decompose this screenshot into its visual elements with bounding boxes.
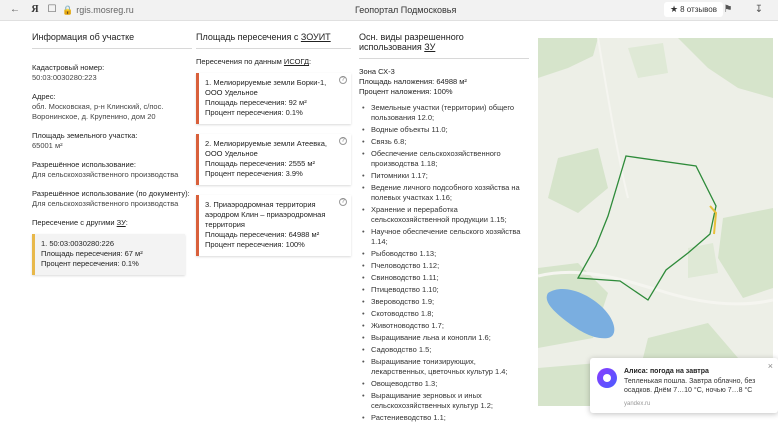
alice-logo-icon <box>597 368 617 388</box>
permitted-use-doc-value: Для сельскохозяйственного производства <box>32 199 179 208</box>
permitted-uses-list <box>359 103 529 423</box>
area-value: 65001 м² <box>32 141 63 150</box>
permitted-use-item: • Связь 6.8; <box>359 137 529 147</box>
zouit-card-percent: Процент пересечения: 0.1% <box>205 108 303 117</box>
permitted-use-item: • Овощеводство 1.3; <box>359 379 529 389</box>
permitted-use-item: • Земельные участки (территории) общего пользования 12.0; <box>359 103 529 123</box>
uses-zu-link[interactable]: ЗУ <box>424 42 436 52</box>
zouit-card-area: Площадь пересечения: 92 м² <box>205 98 307 107</box>
permitted-use-item: • Рыбоводство 1.13; <box>359 249 529 259</box>
map-canvas <box>538 38 773 406</box>
permitted-use-item: • Выращивание льна и конопли 1.6; <box>359 333 529 343</box>
download-icon[interactable]: ↧ <box>754 4 764 15</box>
notification-text: Тепленькая пошла. Завтра облачно, без осадков. Днём 7…10 °С, ночью 7…8 °С <box>624 378 756 394</box>
zouit-card-title: 1. Мелиорируемые земли Борки-1, ООО Удельное <box>205 78 327 97</box>
permitted-use-value: Для сельскохозяйственного производства <box>32 170 179 179</box>
lock-icon: 🔒 <box>62 5 74 15</box>
permitted-use-item: • Звероводство 1.9; <box>359 297 529 307</box>
yandex-logo-icon[interactable]: Я <box>31 4 39 15</box>
permitted-use-item: • Выращивание зерновых и иных сельскохозяйственных культур 1.2; <box>359 391 529 411</box>
permitted-use-item: • Питомники 1.17; <box>359 171 529 181</box>
intersection-card-title: 1. 50:03:0030280:226 <box>41 239 114 248</box>
map-view[interactable] <box>538 38 773 406</box>
intersection-card[interactable] <box>32 234 185 275</box>
notification-source: yandex.ru <box>624 401 651 407</box>
zouit-link[interactable]: ЗОУИТ <box>300 32 331 42</box>
notification-popup[interactable] <box>590 358 778 413</box>
bookmark-flag-icon[interactable]: ⚑ <box>723 4 733 15</box>
zouit-header: Площадь пересечения с ЗОУИТ <box>196 32 351 49</box>
browser-toolbar <box>0 0 778 21</box>
notification-title: Алиса: погода на завтра <box>624 368 709 375</box>
isogd-link[interactable]: ИСОГД <box>283 57 310 66</box>
zouit-card-percent: Процент пересечения: 100% <box>205 240 305 249</box>
help-icon[interactable]: ? <box>339 76 347 84</box>
zouit-card[interactable] <box>196 134 351 185</box>
zouit-card-title: 2. Мелиорируемые земли Атеевка, ООО Удельное <box>205 139 327 158</box>
parcel-info-panel <box>32 32 192 275</box>
permitted-use-item: • Выращивание тонизирующих, лекарственных, цветочных культур 1.4; <box>359 357 529 377</box>
area-label: Площадь земельного участка: <box>32 131 138 140</box>
overlay-area: Площадь наложения: 64988 м² <box>359 77 467 86</box>
zouit-card[interactable] <box>196 73 351 124</box>
isogd-subheader: Пересечения по данным ИСОГД: <box>196 57 312 66</box>
permitted-use-label: Разрешённое использование: <box>32 160 136 169</box>
permitted-use-item: • Водные объекты 11.0; <box>359 125 529 135</box>
intersections-label: Пересечение с другими ЗУ: <box>32 218 128 227</box>
zouit-card-area: Площадь пересечения: 2555 м² <box>205 159 316 168</box>
help-icon[interactable]: ? <box>339 137 347 145</box>
reviews-button[interactable]: ★ 8 отзывов <box>664 2 723 17</box>
zouit-card-title: 3. Приаэродромная территория аэродром Клин – приаэродромная территория <box>205 200 326 229</box>
intersection-card-percent: Процент пересечения: 0.1% <box>41 259 139 268</box>
zouit-card-area: Площадь пересечения: 64988 м² <box>205 230 320 239</box>
permitted-use-doc-label: Разрешённое использование (по документу): <box>32 189 190 198</box>
permitted-uses-panel <box>359 32 529 425</box>
zouit-card[interactable] <box>196 195 351 256</box>
permitted-use-item: • Научное обеспечение сельского хозяйства 1.14; <box>359 227 529 247</box>
permitted-use-item: • Растениеводство 1.1; <box>359 413 529 423</box>
page-title: Геопортал Подмосковья <box>355 5 457 15</box>
permitted-uses-header: Осн. виды разрешенного использования ЗУ <box>359 32 529 59</box>
intersection-card-area: Площадь пересечения: 67 м² <box>41 249 143 258</box>
permitted-use-item: • Ведение личного подсобного хозяйства на полевых участках 1.16; <box>359 183 529 203</box>
close-icon[interactable]: × <box>767 361 773 371</box>
address-bar[interactable]: 🔒 rgis.mosreg.ru <box>62 5 134 15</box>
address-label: Адрес: <box>32 92 56 101</box>
back-icon[interactable]: ← <box>10 4 20 15</box>
zouit-card-percent: Процент пересечения: 3.9% <box>205 169 303 178</box>
parcel-info-header: Информация об участке <box>32 32 192 49</box>
help-icon[interactable]: ? <box>339 198 347 206</box>
cadastral-number: 50:03:0030280:223 <box>32 73 97 82</box>
permitted-use-item: • Хранение и переработка сельскохозяйственной продукции 1.15; <box>359 205 529 225</box>
permitted-use-item: • Птицеводство 1.10; <box>359 285 529 295</box>
permitted-use-item: • Животноводство 1.7; <box>359 321 529 331</box>
permitted-use-item: • Обеспечение сельскохозяйственного производства 1.18; <box>359 149 529 169</box>
permitted-use-item: • Садоводство 1.5; <box>359 345 529 355</box>
permitted-use-item: • Свиноводство 1.11; <box>359 273 529 283</box>
star-icon: ★ <box>670 4 679 14</box>
zu-link[interactable]: ЗУ <box>116 218 126 227</box>
cadastral-label: Кадастровый номер: <box>32 63 105 72</box>
permitted-use-item: • Пчеловодство 1.12; <box>359 261 529 271</box>
permitted-use-item: • Скотоводство 1.8; <box>359 309 529 319</box>
bookmark-icon[interactable]: ☐ <box>47 4 57 15</box>
zone-name: Зона СХ-3 <box>359 67 395 76</box>
zouit-panel <box>196 32 351 256</box>
address-value: обл. Московская, р-н Клинский, с/пос. Воронинское, д. Крупенино, дом 20 <box>32 102 164 121</box>
overlay-percent: Процент наложения: 100% <box>359 87 453 96</box>
